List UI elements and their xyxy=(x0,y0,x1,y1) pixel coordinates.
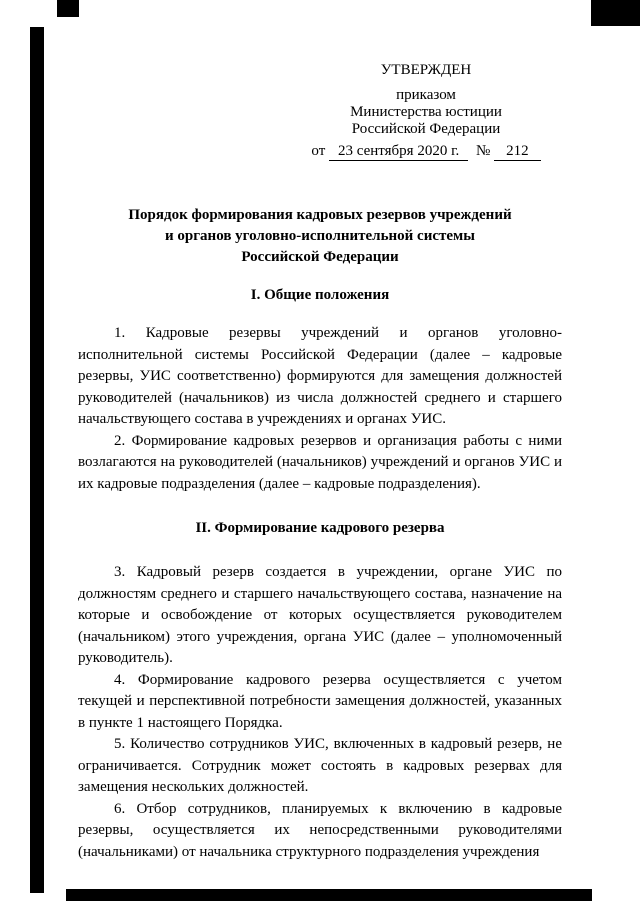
from-label: от xyxy=(311,143,326,159)
approval-line-order: приказом xyxy=(396,87,456,103)
section-heading-formation: II. Формирование кадрового резерва xyxy=(195,520,445,536)
number-sign: № xyxy=(476,143,491,159)
document-title xyxy=(78,205,562,268)
approval-line-country: Российской Федерации xyxy=(351,121,501,137)
approval-line-ministry: Министерства юстиции xyxy=(350,104,502,120)
document-title-line-3: Российской Федерации xyxy=(241,249,399,265)
paragraph-5: 5. Количество сотрудников УИС, включенных в кадровый резерв, не ограничивается. Сотрудник может состоять в кадровых резервах для замещения нескольких должностей. xyxy=(78,736,562,795)
paragraph-2: 2. Формирование кадровых резервов и организация работы с ними возлагаются на руководителей (начальников) учреждений и органов УИС и их кадровые подразделения (далее – кадровые подразделения). xyxy=(78,432,562,492)
section-heading-general: I. Общие положения xyxy=(250,287,390,303)
approval-date-line xyxy=(290,143,562,161)
paragraph-6: 6. Отбор сотрудников, планируемых к включению в кадровые резервы, осуществляется их непосредственными руководителями (начальниками) от начальника структурного подразделения учреждения xyxy=(78,800,562,860)
approval-number: 212 xyxy=(494,143,541,161)
paragraph-1: 1. Кадровые резервы учреждений и органов уголовно-исполнительной системы Российской Федерации (далее – кадровые резервы, УИС соответственно) формируются для замещения должностей руководителей (начальников) из числа должностей среднего и старшего начальствующего состава в учреждениях и органах УИС. xyxy=(78,325,562,427)
paragraph-3: 3. Кадровый резерв создается в учреждении, органе УИС по должностям среднего и старшего начальствующего состава, назначение на которые и освобождение от которых осуществляется руководителем (начальником) этого учреждения, органа УИС (далее – уполномоченный руководитель). xyxy=(78,564,562,666)
approval-date: 23 сентября 2020 г. xyxy=(329,143,468,161)
document-title-line-2: и органов уголовно-исполнительной системы xyxy=(165,228,475,244)
paragraph-4: 4. Формирование кадрового резерва осуществляется с учетом текущей и перспективной потребности замещения должностей, указанных в пункте 1 настоящего Порядка. xyxy=(78,671,562,731)
document-title-line-1: Порядок формирования кадровых резервов учреждений xyxy=(128,207,512,223)
page-border-bottom-bar xyxy=(66,889,592,901)
approval-line-approved: УТВЕРЖДЕН xyxy=(380,62,472,78)
approval-block xyxy=(290,62,562,161)
